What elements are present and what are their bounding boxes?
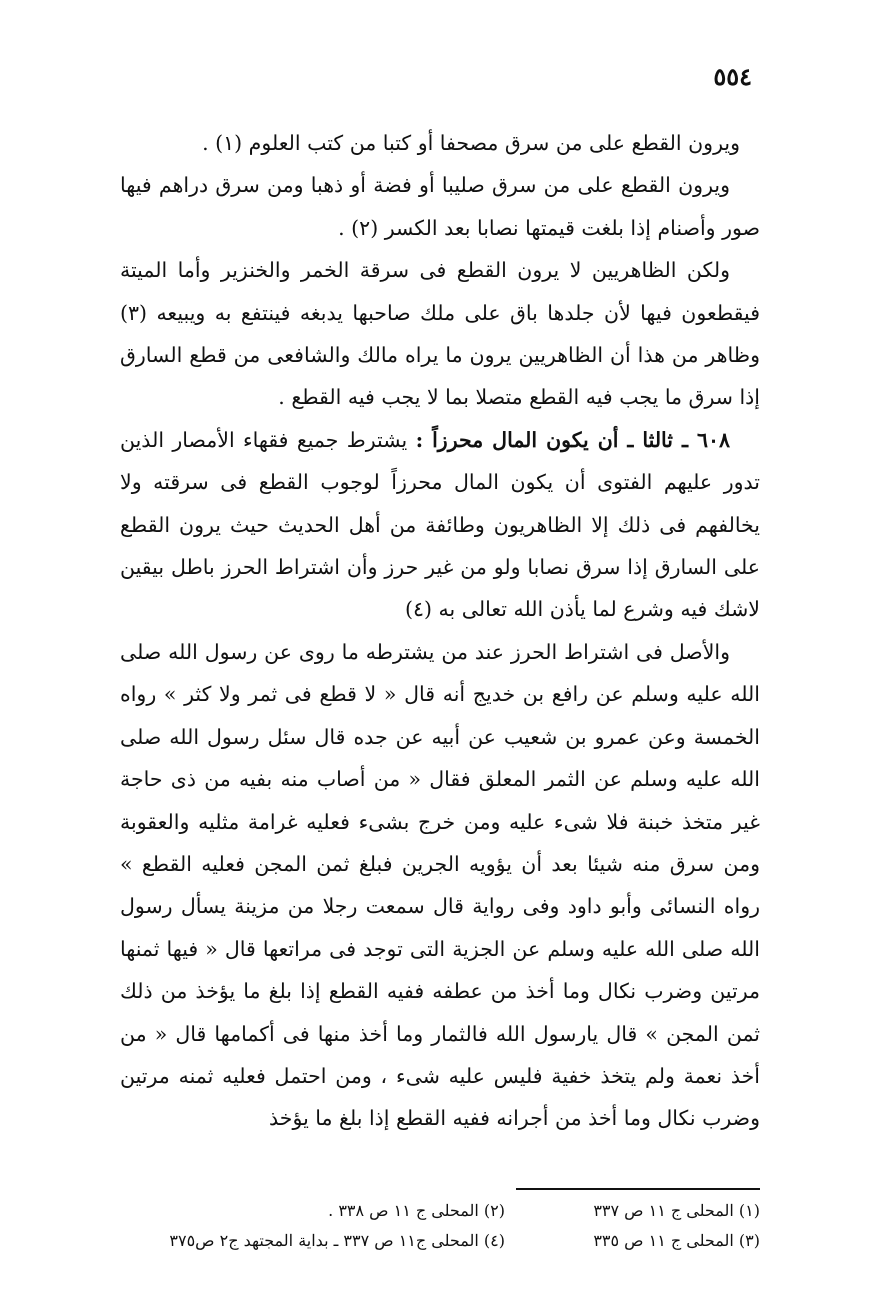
paragraph-2: ويرون القطع على من سرق صليبا أو فضة أو ذهبا ومن سرق دراهم فيها صور وأصنام إذا بلغت قيمتها نصابا بعد الكسر (٢) . bbox=[120, 173, 760, 240]
paragraph-1: ويرون القطع على من سرق مصحفا أو كتبا من كتب العلوم (١) . bbox=[202, 131, 740, 155]
footnotes bbox=[118, 1196, 760, 1256]
footnote-2: (٢) المحلى ج ١١ ص ٣٣٨ . bbox=[328, 1201, 505, 1220]
paragraph-4-text: يشترط جميع فقهاء الأمصار الذين تدور عليهم الفتوى أن يكون المال محرزاً لوجوب القطع فى سرقته ولا يخالفهم فى ذلك إلا الظاهريون وطائفة من أهل الحديث حيث يرون القطع على السارق إذا سرق نصابا ولو من غير حرز وأن اشتراط الحرز باطل بيقين لاشك فيه وشرع لما يأذن الله تعالى به (٤) bbox=[120, 427, 760, 622]
footnote-4: (٤) المحلى ج١١ ص ٣٣٧ ـ بداية المجتهد ج٢ ص٣٧٥ bbox=[169, 1231, 505, 1250]
footnote-row bbox=[118, 1196, 760, 1226]
page-number: ٥٥٤ bbox=[713, 62, 752, 91]
paragraph-3: ولكن الظاهريين لا يرون القطع فى سرقة الخمر والخنزير وأما الميتة فيقطعون فيها لأن جلدها باق على ملك صاحبها يدبغه فينتفع به ويبيعه (٣) وظاهر من هذا أن الظاهريين يرون ما يراه مالك والشافعى من قطع السارق إذا سرق ما يجب فيه القطع متصلا بما لا يجب فيه القطع . bbox=[120, 258, 760, 410]
footnote-3: (٣) المحلى ج ١١ ص ٣٣٥ bbox=[593, 1231, 760, 1250]
section-heading: ٦٠٨ ـ ثالثا ـ أن يكون المال محرزاً : bbox=[415, 427, 730, 452]
footnote-1: (١) المحلى ج ١١ ص ٣٣٧ bbox=[593, 1201, 760, 1220]
footnote-divider bbox=[516, 1188, 760, 1190]
paragraph-4 bbox=[120, 419, 760, 631]
main-text bbox=[120, 122, 760, 1140]
paragraph-5: والأصل فى اشتراط الحرز عند من يشترطه ما روى عن رسول الله صلى الله عليه وسلم عن رافع بن خديج أنه قال « لا قطع فى ثمر ولا كثر » رواه الخمسة وعن عمرو بن شعيب عن أبيه عن جده قال سئل رسول الله صلى الله عليه وسلم عن الثمر المعلق فقال « من أصاب منه بفيه من ذى حاجة غير متخذ خبنة فلا شىء عليه ومن خرج بشىء فعليه غرامة مثليه والعقوبة ومن سرق منه شيئا بعد أن يؤويه الجرين فبلغ ثمن المجن فعليه القطع » رواه النسائى وأبو داود وفى رواية قال سمعت رجلا من مزينة يسأل رسول الله صلى الله عليه وسلم عن الجزية التى توجد فى مراتعها قال « فيها ثمنها مرتين وضرب نكال وما أخذ من عطفه ففيه القطع إذا بلغ ما يؤخذ من ذلك ثمن المجن » قال يارسول الله فالثمار وما أخذ منها فى أكمامها قال « من أخذ نعمة ولم يتخذ خفية فليس عليه شىء ، ومن احتمل فعليه ثمنه مرتين وضرب نكال وما أخذ من أجرانه ففيه القطع إذا بلغ ما يؤخذ bbox=[120, 639, 760, 1131]
footnote-row bbox=[118, 1226, 760, 1256]
